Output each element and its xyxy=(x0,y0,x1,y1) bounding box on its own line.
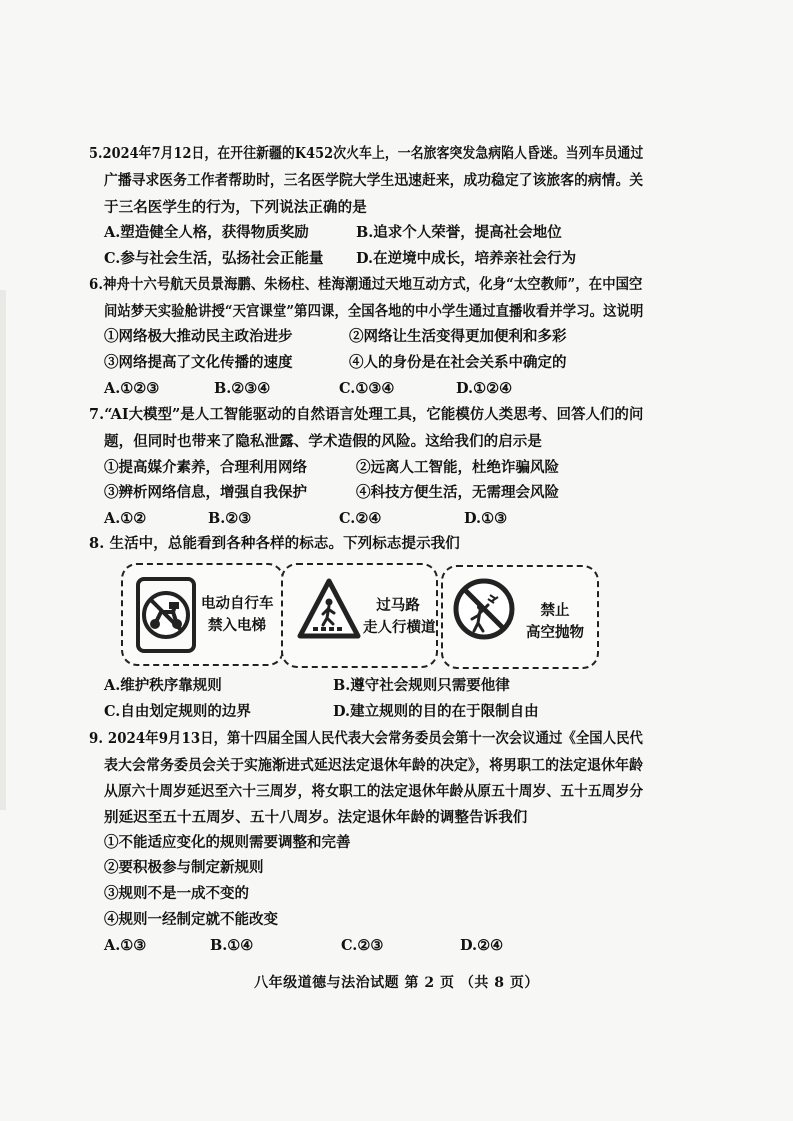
q7-option-b: B.②③ xyxy=(208,510,252,527)
sign-no-throwing-from-height xyxy=(441,565,599,669)
q7-statement-4: ④科技方便生活，无需理会风险 xyxy=(356,484,559,501)
q8-option-d: D.建立规则的目的在于限制自由 xyxy=(333,703,539,720)
scan-edge xyxy=(0,290,6,810)
q7-statement-3: ③辨析网络信息，增强自我保护 xyxy=(104,484,307,501)
sign-no-ebike-elevator xyxy=(121,563,284,666)
q6-line-1: 6.神舟十六号航天员景海鹏、朱杨柱、桂海潮通过天地互动方式，化身“太空教师”，在中国空 xyxy=(89,276,643,293)
q5-option-c: C.参与社会生活，弘扬社会正能量 xyxy=(104,250,324,267)
q5-line-3: 于三名医学生的行为，下列说法正确的是 xyxy=(104,199,367,216)
q9-option-c: C.②③ xyxy=(341,937,384,954)
page-footer: 八年级道德与法治试题 第 2 页 （共 8 页） xyxy=(254,975,539,991)
q9-line-4: 别延迟至五十五周岁、五十八周岁。法定退休年龄的调整告诉我们 xyxy=(104,809,528,826)
q9-statement-4: ④规则一经制定就不能改变 xyxy=(104,911,278,928)
q9-statement-2: ②要积极参与制定新规则 xyxy=(104,859,264,876)
q6-option-a: A.①②③ xyxy=(104,380,160,397)
q7-option-d: D.①③ xyxy=(464,510,508,527)
q5-option-d: D.在逆境中成长，培养亲社会行为 xyxy=(356,250,577,267)
q8-option-c: C.自由划定规则的边界 xyxy=(104,703,251,720)
q7-statement-1: ①提高媒介素养，合理利用网络 xyxy=(104,459,307,476)
no-ebike-icon xyxy=(135,576,197,654)
crosswalk-warning-icon xyxy=(297,578,361,640)
q7-option-a: A.①② xyxy=(104,510,147,527)
q5-line-1: 5.2024年7月12日，在开往新疆的K452次火车上，一名旅客突发急病陷人昏迷。当列车员通过 xyxy=(89,145,644,162)
sign-use-crosswalk xyxy=(281,563,438,668)
sign-3-line-1: 禁止 xyxy=(540,602,570,619)
q6-statement-3: ③网络提高了文化传播的速度 xyxy=(104,354,293,371)
q9-line-3: 从原六十周岁延迟至六十三周岁，将女职工的法定退休年龄从原五十周岁、五十五周岁分 xyxy=(104,783,644,800)
q6-option-c: C.①③④ xyxy=(339,380,395,397)
q5-option-b: B.追求个人荣誉，提高社会地位 xyxy=(356,224,562,241)
q7-line-2: 题，但同时也带来了隐私泄露、学术造假的风险。这给我们的启示是 xyxy=(104,433,542,450)
q7-line-1: 7.“AI大模型”是人工智能驱动的自然语言处理工具，它能模仿人类思考、回答人们的问 xyxy=(89,406,644,423)
q8-line-1: 8. 生活中，总能看到各种各样的标志。下列标志提示我们 xyxy=(89,535,460,552)
q6-option-b: B.②③④ xyxy=(214,380,271,397)
q9-option-d: D.②④ xyxy=(460,937,504,954)
q9-statement-1: ①不能适应变化的规则需要调整和完善 xyxy=(104,834,351,851)
sign-1-line-2: 禁入电梯 xyxy=(208,617,266,634)
q7-statement-2: ②远离人工智能，杜绝诈骗风险 xyxy=(356,459,559,476)
sign-1-line-1: 电动自行车 xyxy=(201,595,274,612)
q8-option-a: A.维护秩序靠规则 xyxy=(104,677,222,694)
q9-line-1: 9. 2024年9月13日，第十四届全国人民代表大会常务委员会第十一次会议通过《全国人民代 xyxy=(89,730,643,747)
q7-option-c: C.②④ xyxy=(339,510,382,527)
q8-option-b: B.遵守社会规则只需要他律 xyxy=(333,677,510,694)
q9-line-2: 表大会常务委员会关于实施渐进式延迟法定退休年龄的决定》，将男职工的法定退休年龄 xyxy=(104,757,644,774)
q5-line-2: 广播寻求医务工作者帮助时，三名医学院大学生迅速赶来，成功稳定了该旅客的病情。关 xyxy=(104,172,644,189)
q6-statement-4: ④人的身份是在社会关系中确定的 xyxy=(349,354,567,371)
q6-line-2: 间站梦天实验舱讲授“天宫课堂”第四课，全国各地的中小学生通过直播收看并学习。这说明 xyxy=(104,303,644,320)
no-throwing-icon xyxy=(452,577,516,641)
q5-option-a: A.塑造健全人格，获得物质奖励 xyxy=(104,224,309,241)
q6-option-d: D.①②④ xyxy=(456,380,513,397)
sign-2-line-1: 过马路 xyxy=(376,597,420,614)
q6-statement-2: ②网络让生活变得更加便利和多彩 xyxy=(349,328,567,345)
q9-option-b: B.①④ xyxy=(210,937,254,954)
q9-statement-3: ③规则不是一成不变的 xyxy=(104,885,249,902)
q6-statement-1: ①网络极大推动民主政治进步 xyxy=(104,328,293,345)
q9-option-a: A.①③ xyxy=(104,937,147,954)
sign-2-line-2: 走人行横道 xyxy=(363,619,436,636)
sign-3-line-2: 高空抛物 xyxy=(526,624,584,641)
